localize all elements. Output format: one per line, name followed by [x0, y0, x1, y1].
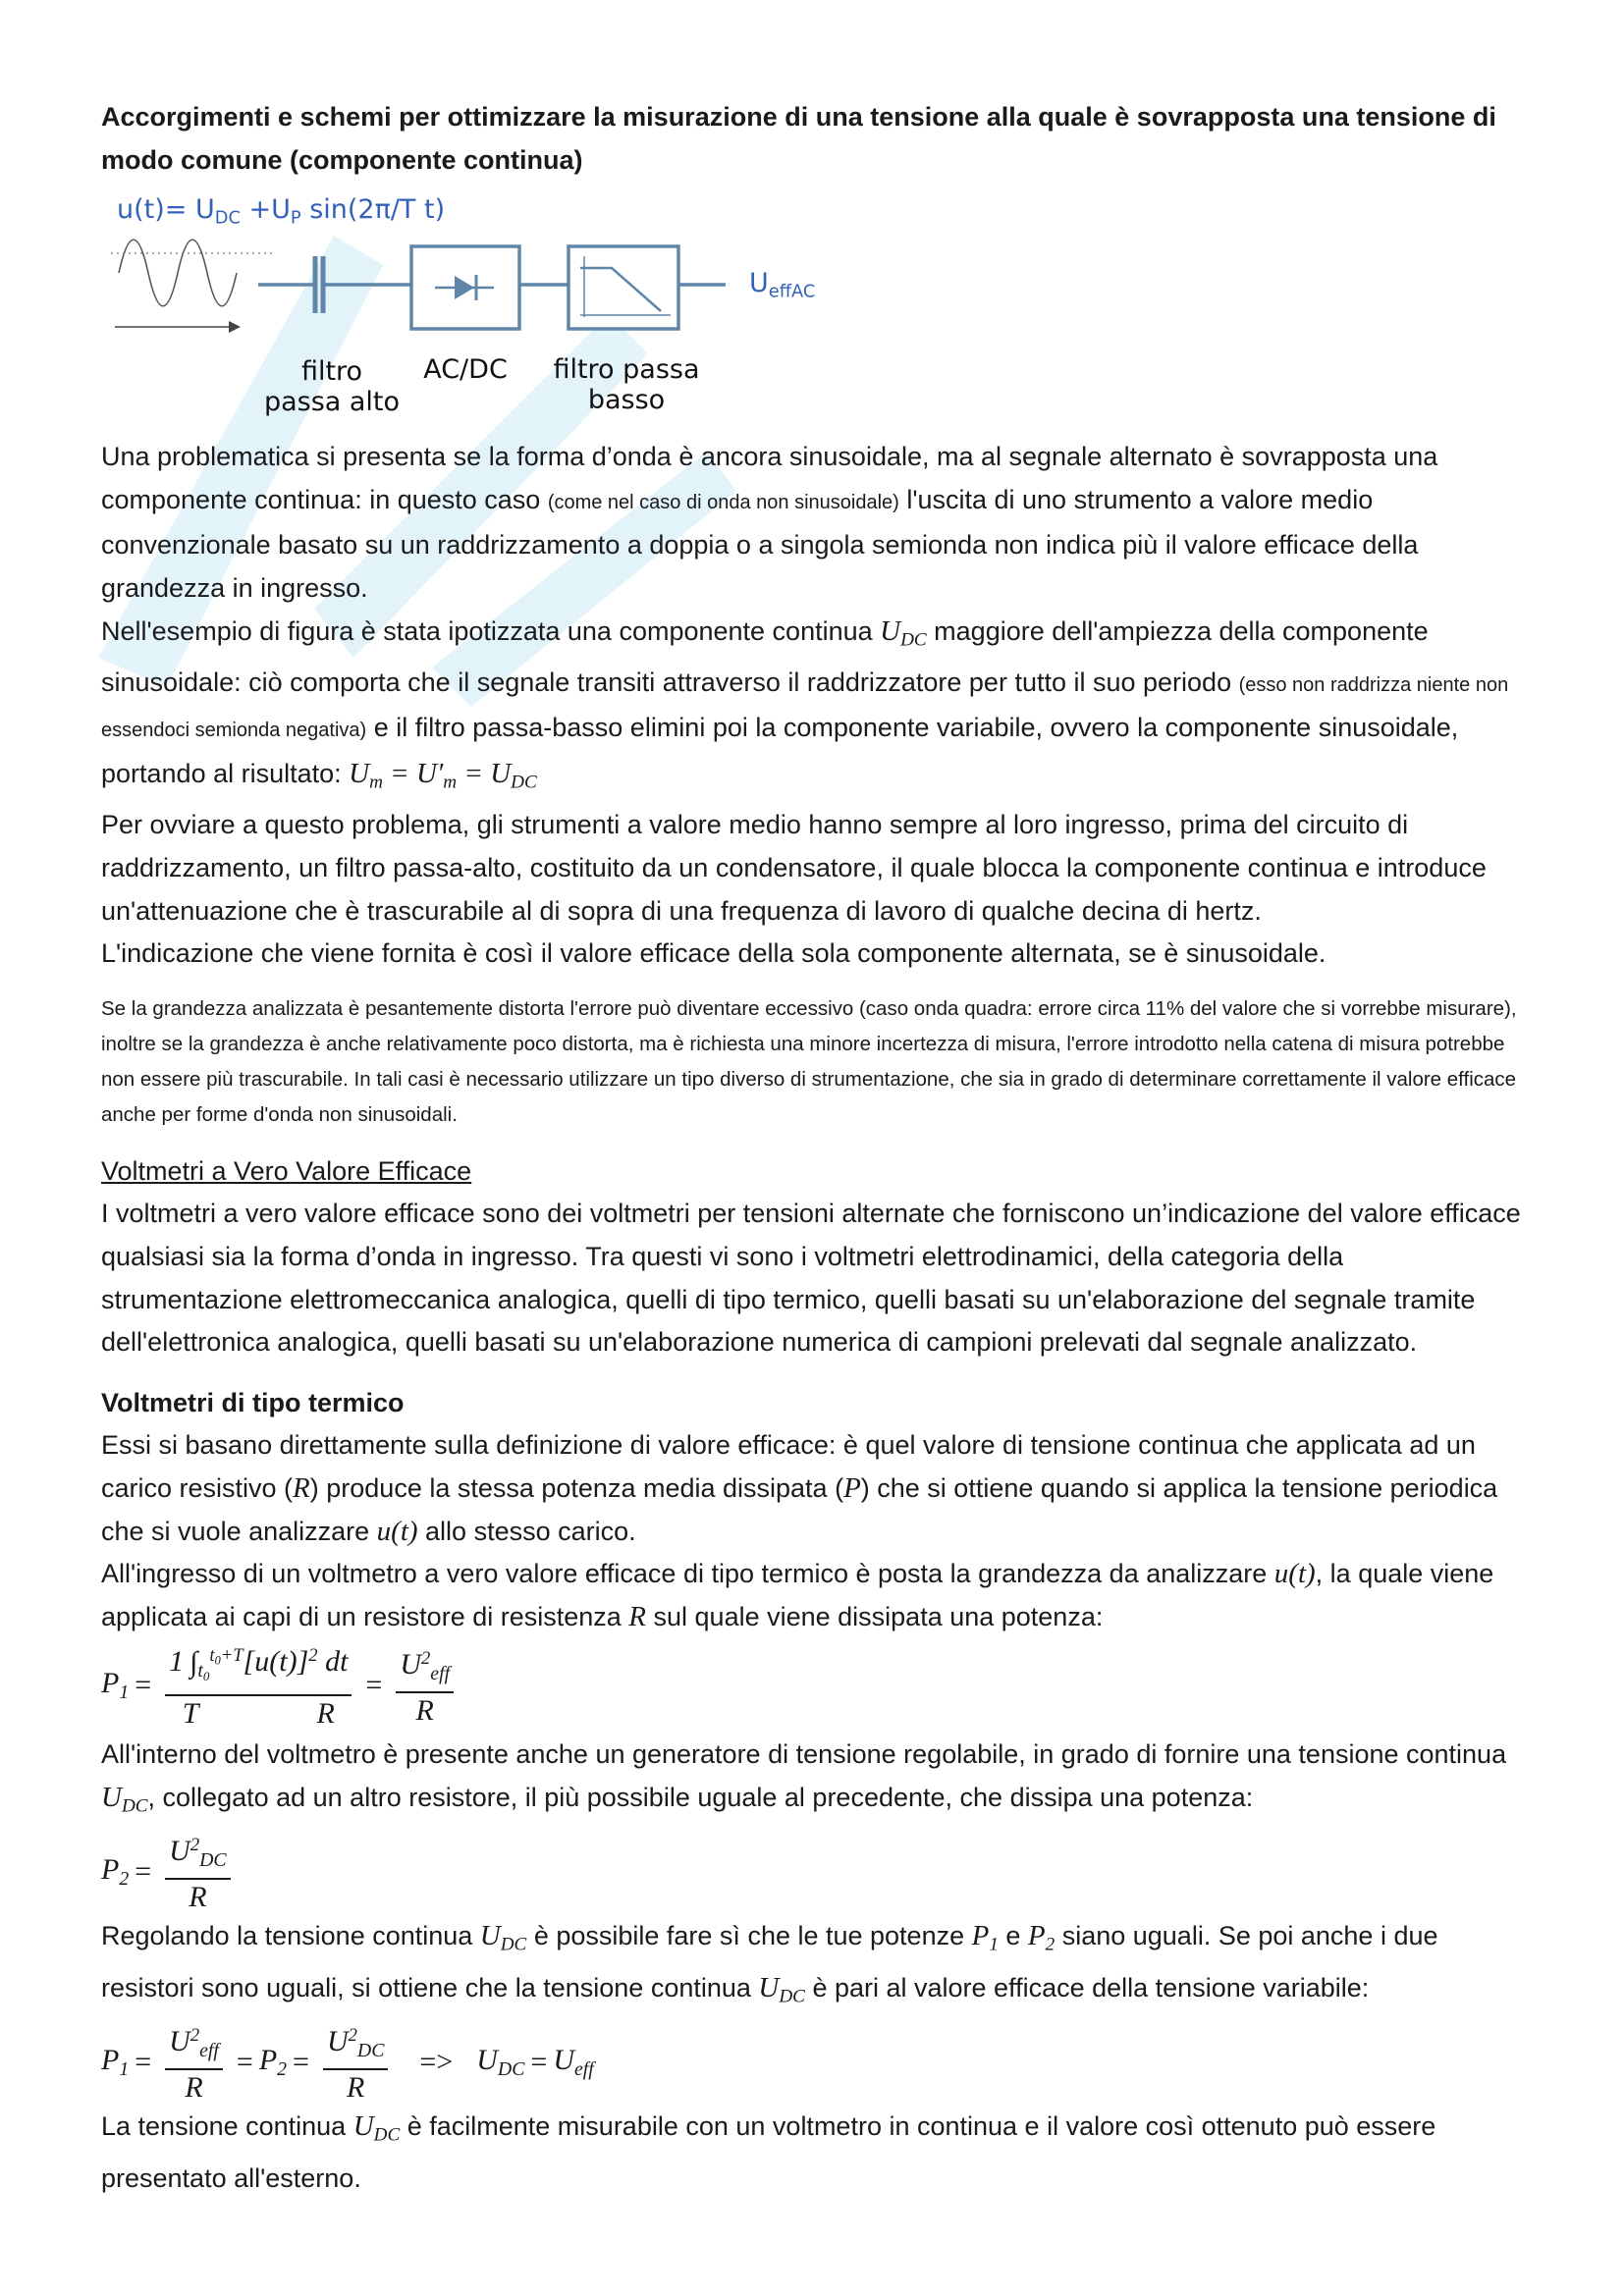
math-p: P	[101, 2043, 120, 2076]
math-p: P	[101, 1852, 120, 1886]
math-dc: DC	[121, 1795, 148, 1817]
para7-text-a: Essi si basano direttamente sulla definizione di valore efficace: è quel valore di tensione continua che applicata ad un carico resistivo (	[101, 1430, 1476, 1503]
math-u: U	[326, 2025, 349, 2058]
acdc-label	[411, 354, 519, 385]
math-eq: =	[365, 1668, 383, 1701]
math-eq: =	[236, 2045, 253, 2078]
math-udc	[101, 1781, 148, 1817]
lowpass-block	[568, 246, 678, 329]
math-dc: DC	[199, 1849, 227, 1872]
math-u: U	[490, 758, 512, 790]
diagram-formula	[117, 194, 445, 233]
output-sub: effAC	[768, 281, 816, 302]
math-dc: DC	[500, 1935, 527, 1956]
page-title: Accorgimenti e schemi per ottimizzare la misurazione di una tensione alla quale è sovrapposta una tensione di modo comune (componente continua)	[101, 102, 1496, 175]
math-udc	[758, 1971, 805, 2007]
math-udc	[880, 614, 927, 651]
paragraph-10	[101, 1915, 1525, 2018]
para9-text-b: , collegato ad un altro resistore, il più possibile uguale al precedente, che dissipa una potenza:	[147, 1782, 1254, 1812]
math-r: R	[185, 2071, 203, 2105]
measurement-chain-diagram	[101, 189, 847, 430]
formula-sub-p: P	[290, 207, 301, 229]
math-dc: DC	[779, 1986, 805, 2007]
math-p: P	[101, 1666, 120, 1699]
formula-mid: +U	[240, 194, 291, 226]
integral-lower	[197, 1660, 209, 1682]
math-two: 2	[1045, 1935, 1056, 1956]
math-eq: =	[293, 2045, 309, 2078]
paragraph-6: I voltmetri a vero valore efficace sono dei voltmetri per tensioni alternate che forniscono un’indicazione del valore efficace qualsiasi sia la forma d’onda in ingresso. Tra questi vi sono i voltmetri elettrodinamici, della categoria della strumentazione elettromeccanica analogica, quelli di tipo termico, quelli basati su un'elaborazione del segnale tramite dell'elettronica analogica, quelli basati su un'elaborazione numerica di campioni prelevati dal segnale analizzato.	[101, 1199, 1521, 1358]
math-um-result	[349, 758, 537, 793]
p1-fraction-2	[396, 1643, 454, 1727]
paragraph-2	[101, 611, 1525, 805]
paragraph-3: Per ovviare a questo problema, gli strumenti a valore medio hanno sempre al loro ingresso, prima del circuito di raddrizzamento, un filtro passa-alto, costituito da un condensatore, il quale blocca la componente continua e introduce un'attenuazione che è trascurabile al di sopra di una frequenza di lavoro di qualche decina di hertz.	[101, 810, 1487, 926]
math-r: R	[628, 1600, 647, 1632]
math-dc: DC	[356, 2040, 385, 2062]
math-u-prime: U′	[416, 758, 444, 790]
math-m: m	[443, 772, 458, 793]
math-two: 2	[119, 1867, 130, 1890]
para10-text-a: Regolando la tensione continua	[101, 1921, 480, 1951]
para2-small: (esso non raddrizza niente non essendoci semionda negativa)	[101, 673, 1509, 742]
paragraph-7	[101, 1424, 1525, 1553]
sine-wave-icon	[119, 240, 237, 306]
paragraph-8	[101, 1553, 1525, 1638]
paragraph-1	[101, 436, 1525, 610]
para10-text-c: e	[998, 1921, 1028, 1951]
eq-frac-1	[165, 2020, 223, 2104]
p1-denominator	[183, 1696, 335, 1730]
math-eff: eff	[430, 1663, 451, 1685]
math-dc: DC	[373, 2125, 401, 2146]
math-u: U	[476, 2043, 498, 2076]
heading-termico: Voltmetri di tipo termico	[101, 1387, 405, 1417]
math-dc: DC	[497, 2057, 525, 2080]
math-one: 1	[989, 1935, 999, 1956]
p1-fraction	[165, 1640, 352, 1730]
para2-text-b: maggiore dell'ampiezza della componente sinusoidale: ciò comporta che il segnale transiti attraverso il raddrizzatore per tutto il suo periodo	[101, 615, 1429, 697]
para8-text-a: All'ingresso di un voltmetro a vero valore efficace di tipo termico è posta la grandezza da analizzare	[101, 1559, 1274, 1589]
math-r: R	[347, 2071, 365, 2105]
formula-equality	[101, 2020, 1525, 2104]
math-two: 2	[277, 2057, 288, 2080]
eq-p2	[259, 2044, 287, 2081]
math-r: R	[415, 1694, 434, 1728]
formula-p2	[101, 1830, 1525, 1913]
document-page	[101, 96, 1525, 2200]
math-integrand: [u(t)]	[243, 1645, 309, 1679]
highpass-label-line1: filtro	[300, 356, 363, 388]
eq-ueff2	[165, 2020, 223, 2070]
math-u: U	[352, 2110, 374, 2143]
eq-udc	[476, 2044, 524, 2081]
paragraph-4: L'indicazione che viene fornita è così il valore efficace della sola componente alternata, se è sinusoidale.	[101, 938, 1326, 969]
math-p: P	[843, 1471, 861, 1504]
math-plus-t: +T	[220, 1645, 244, 1667]
paragraph-9	[101, 1734, 1525, 1828]
math-two: 2	[421, 1648, 431, 1670]
math-two: 2	[189, 1835, 200, 1856]
para11-text-b: è facilmente misurabile con un voltmetro in continua e il valore così ottenuto può essere presentato all'esterno.	[101, 2111, 1436, 2193]
formula-main: u(t)= U	[117, 194, 215, 226]
math-dt: dt	[317, 1645, 349, 1679]
math-u: U	[553, 2043, 574, 2076]
integral-upper	[209, 1645, 243, 1666]
input-arrowhead-icon	[229, 321, 241, 333]
math-eff: eff	[574, 2057, 594, 2080]
math-eq: =	[135, 1854, 152, 1888]
eq-udc2	[323, 2020, 388, 2070]
math-two: 2	[308, 1645, 318, 1667]
paragraph-5-small: Se la grandezza analizzata è pesantemente distorta l'errore può diventare eccessivo (caso onda quadra: errore circa 11% del valore che si vorrebbe misurare), inoltre se la grandezza è anche relativamente poco distorta, ma è richiesta una minore incertezza di misura, l'errore introdotto nella catena di misura potrebbe non essere più trascurabile. In tali casi è necessario utilizzare un tipo diverso di strumentazione, che sia in grado di determinare correttamente il valore efficace anche per forme d'onda non sinusoidali.	[101, 996, 1517, 1126]
lowpass-label-line1: filtro passa	[553, 354, 700, 386]
para11-text-a: La tensione continua	[101, 2111, 353, 2142]
math-u: U	[400, 1648, 421, 1682]
math-r: R	[316, 1697, 335, 1731]
paragraph-11	[101, 2106, 1525, 2200]
implies-arrow: =>	[419, 2045, 454, 2078]
ueff2-numerator	[396, 1643, 454, 1693]
math-t: t	[209, 1645, 215, 1667]
eq-p1	[101, 2044, 129, 2081]
math-one: 1	[119, 1681, 130, 1703]
math-eq: =	[135, 1668, 152, 1701]
para2-text-c: e il filtro passa-basso elimini poi la componente variabile, ovvero la componente sinusoidale, portando al risultato:	[101, 713, 1459, 789]
p1-symbol	[101, 1667, 129, 1704]
math-p: P	[1027, 1920, 1046, 1952]
math-eq: =	[530, 2045, 548, 2078]
math-u: U	[349, 758, 370, 790]
math-udc	[352, 2110, 401, 2146]
math-r: R	[189, 1881, 207, 1914]
math-one: 1	[119, 2057, 130, 2080]
math-u: U	[758, 1971, 780, 2003]
para1-small: (come nel caso di onda non sinusoidale)	[547, 491, 899, 513]
math-u: U	[169, 2025, 190, 2058]
para10-text-e: è pari al valore efficace della tensione variabile:	[804, 1972, 1370, 2002]
formula-sub-dc: DC	[214, 207, 241, 229]
math-p2	[1027, 1920, 1056, 1956]
output-main: U	[749, 268, 769, 299]
para7-text-b: ) produce la stessa potenza media dissipata (	[309, 1472, 844, 1503]
math-zero: 0	[214, 1653, 221, 1668]
lowpass-label	[543, 354, 710, 415]
math-m: m	[369, 772, 383, 793]
p1-numerator	[165, 1640, 352, 1696]
p2-symbol	[101, 1853, 129, 1891]
p2-fraction	[165, 1830, 230, 1913]
eq-frac-2	[323, 2020, 388, 2104]
formula-end: sin(2π/T t)	[300, 194, 446, 226]
para7-text-d: allo stesso carico.	[417, 1516, 636, 1546]
math-p: P	[971, 1920, 990, 1952]
math-zero: 0	[202, 1669, 210, 1684]
para1-text-b: l'uscita di uno strumento a valore medio convenzionale basato su un raddrizzamento a doppia o a singola semionda non indica più il valore efficace della grandezza in ingresso.	[101, 484, 1419, 603]
math-u: U	[479, 1920, 501, 1952]
math-p1	[971, 1920, 999, 1956]
math-eff: eff	[199, 2040, 219, 2062]
para2-text-a: Nell'esempio di figura è stata ipotizzata una componente continua	[101, 615, 881, 646]
formula-p1	[101, 1640, 1525, 1730]
math-udc	[479, 1920, 527, 1956]
math-one: 1	[169, 1645, 185, 1679]
math-dc: DC	[900, 629, 927, 651]
math-ut: u(t)	[1273, 1558, 1316, 1590]
math-two: 2	[348, 2025, 357, 2047]
math-r: R	[293, 1471, 310, 1504]
para8-text-b: , la quale viene applicata ai capi di un resistore di resistenza	[101, 1559, 1494, 1631]
math-u: U	[101, 1781, 122, 1813]
para9-text-a: All'interno del voltmetro è presente anche un generatore di tensione regolabile, in grado di fornire una tensione continua	[101, 1739, 1507, 1770]
math-u: U	[880, 614, 901, 647]
lowpass-label-line2: basso	[587, 385, 666, 416]
heading-vve: Voltmetri a Vero Valore Efficace	[101, 1155, 472, 1186]
math-eq: =	[390, 758, 409, 790]
eq-ueff	[553, 2044, 593, 2081]
acdc-label-text: AC/DC	[423, 354, 508, 386]
math-ut: u(t)	[376, 1515, 418, 1547]
para8-text-c: sul quale viene dissipata una potenza:	[646, 1601, 1104, 1631]
math-t: t	[197, 1660, 203, 1682]
udc2-numerator	[165, 1830, 230, 1880]
math-eq: =	[135, 2045, 152, 2078]
math-eq: =	[463, 758, 483, 790]
math-u: U	[169, 1835, 190, 1868]
output-label	[749, 268, 815, 306]
para1-text-a: Una problematica si presenta se la forma d’onda è ancora sinusoidale, ma al segnale alternato è sovrapposta una componente continua: in questo caso	[101, 442, 1438, 514]
para7-text-c: ) che si ottiene quando si applica la tensione periodica che si vuole analizzare	[101, 1472, 1498, 1546]
para10-text-d: siano uguali. Se poi anche i due resistori sono uguali, si ottiene che la tensione continua	[101, 1921, 1438, 2002]
math-t-period: T	[182, 1697, 199, 1731]
math-two: 2	[189, 2025, 200, 2047]
para10-text-b: è possibile fare sì che le tue potenze	[526, 1921, 972, 1951]
highpass-label-line2: passa alto	[263, 387, 401, 418]
math-dc: DC	[511, 772, 537, 793]
math-p: P	[258, 2043, 278, 2076]
highpass-label	[248, 356, 415, 417]
integral-icon: ∫	[189, 1645, 198, 1679]
